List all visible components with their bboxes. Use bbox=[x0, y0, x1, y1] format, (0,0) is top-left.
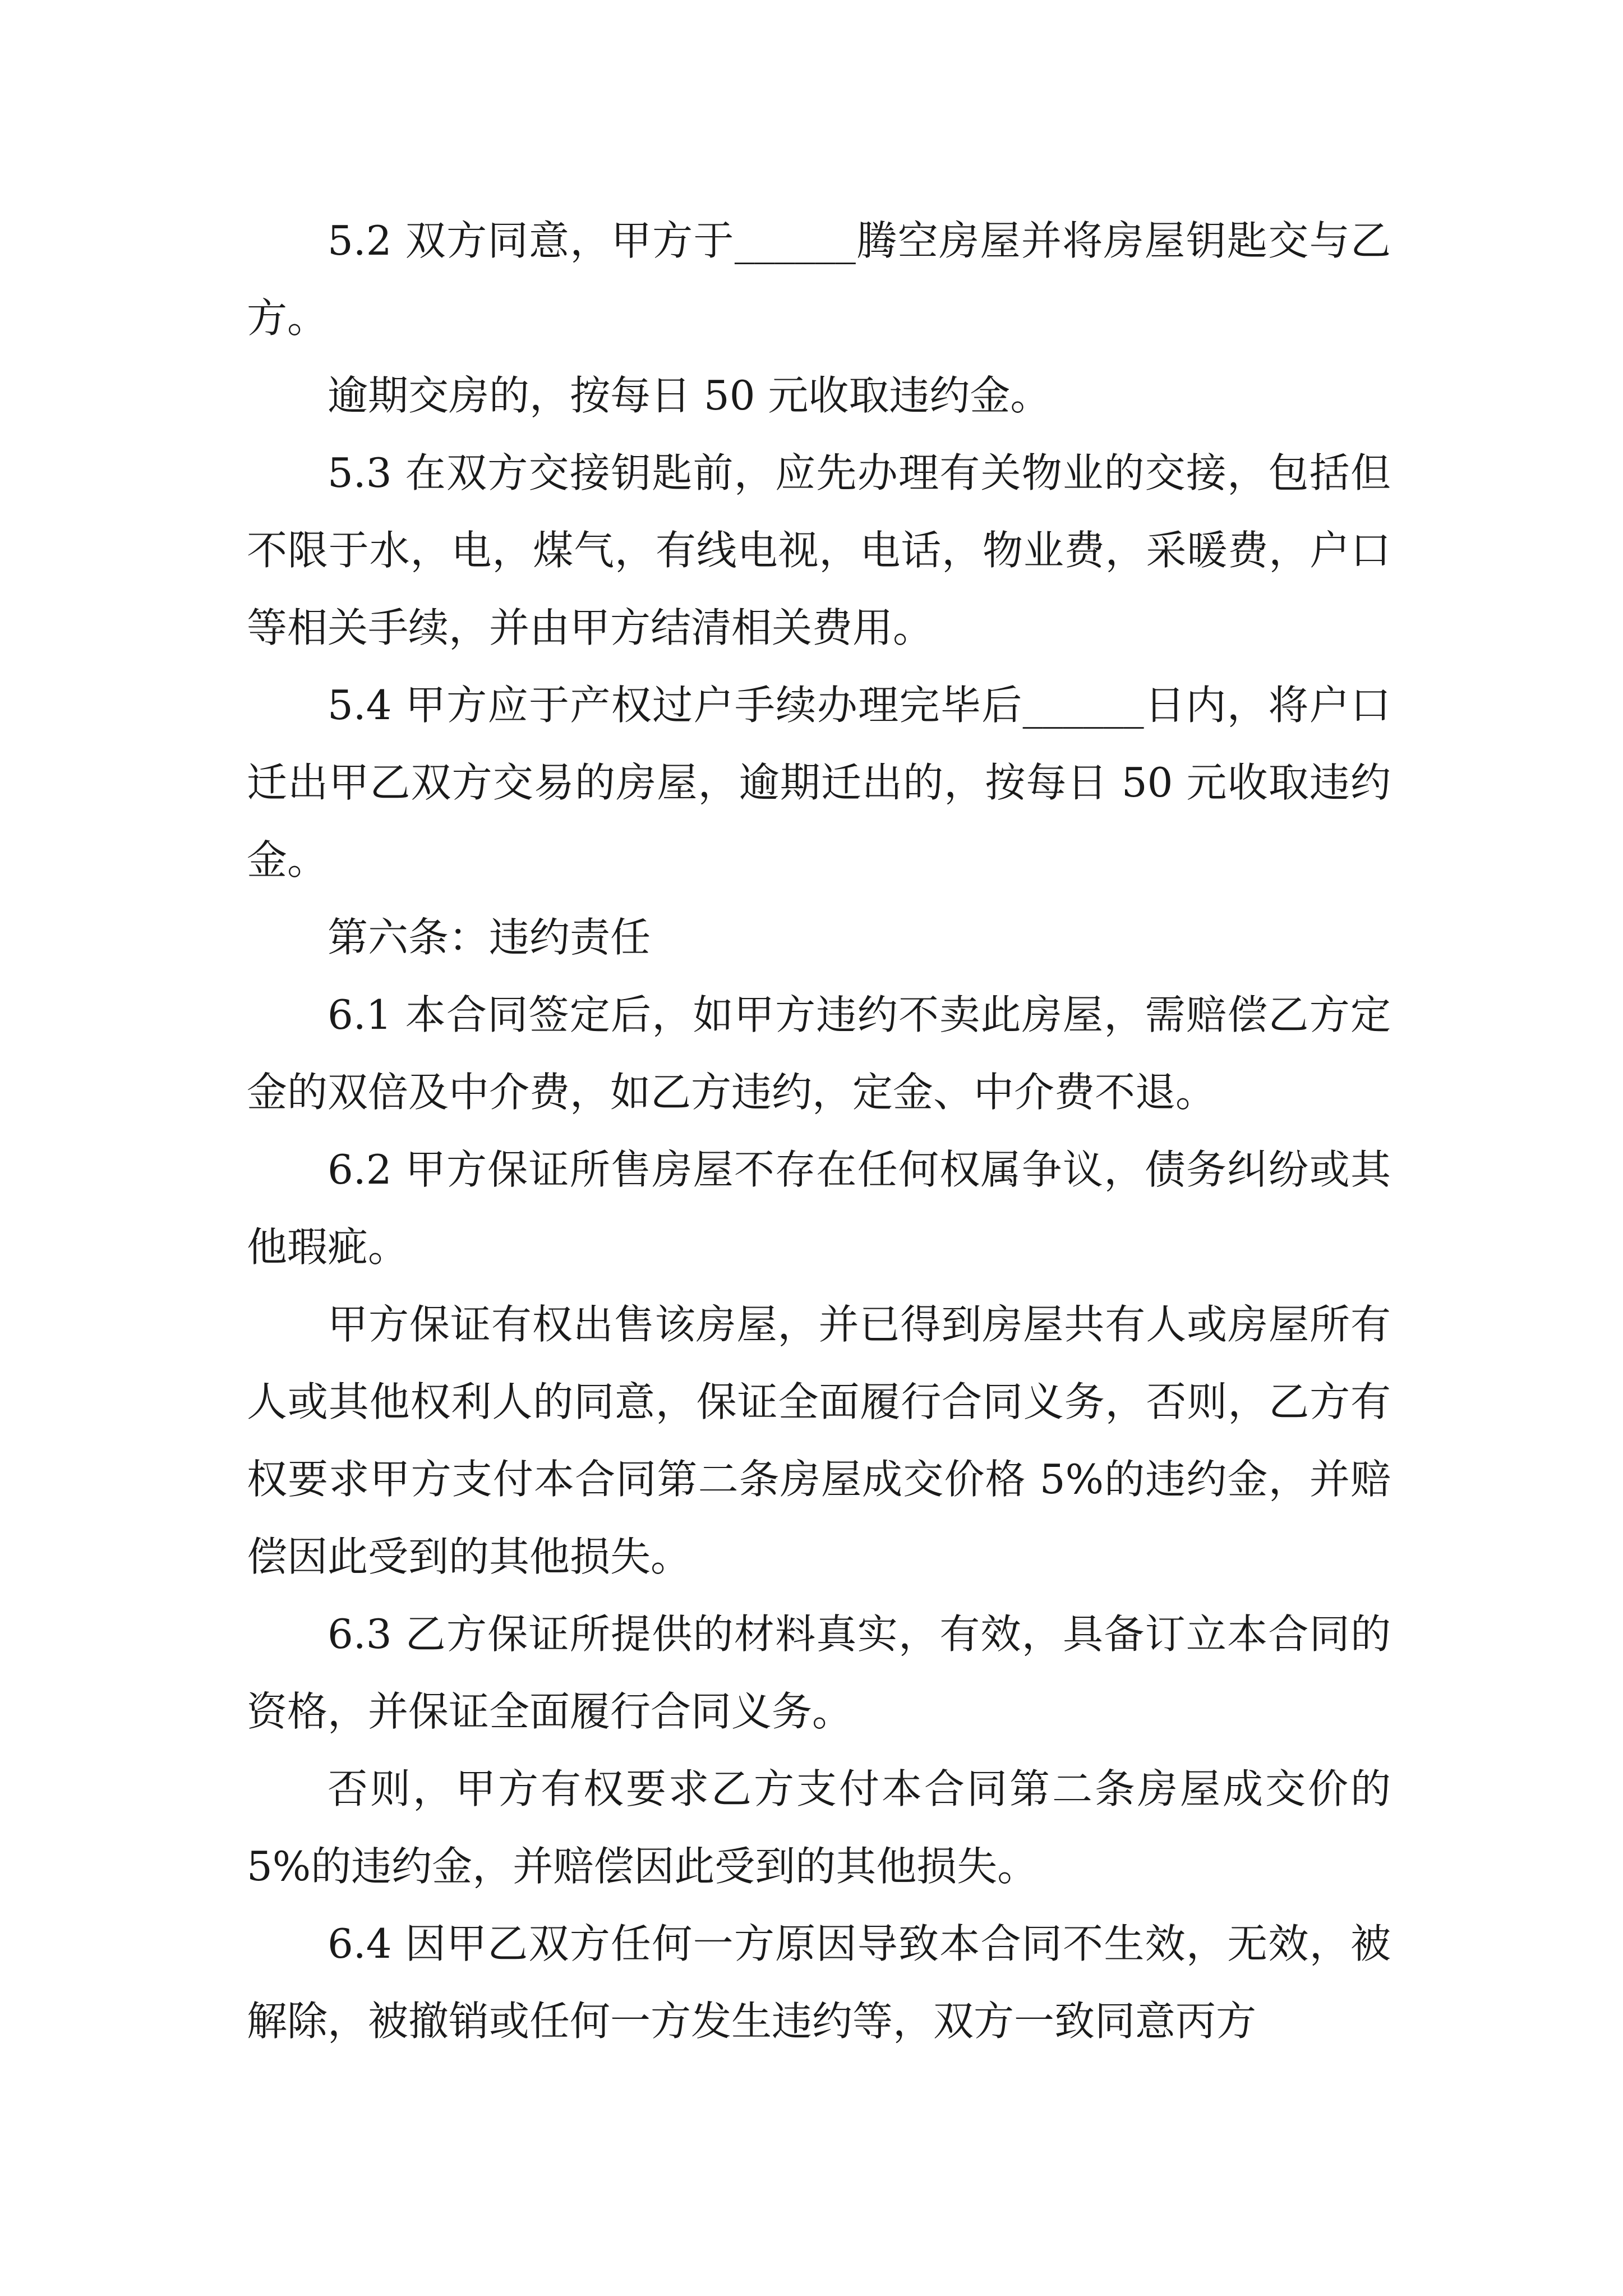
clause-6-1: 6.1 本合同签定后，如甲方违约不卖此房屋，需赔偿乙方定金的双倍及中介费，如乙方违约，定金、中介费不退。 bbox=[247, 991, 1391, 1116]
clause-6-4: 6.4 因甲乙双方任何一方原因导致本合同不生效，无效，被解除，被撤销或任何一方发生违约等，双方一致同意丙方 bbox=[247, 1920, 1391, 2045]
document-body bbox=[247, 202, 1391, 2060]
article-6-heading: 第六条：违约责任 bbox=[328, 914, 651, 961]
clause-6-2-guarantee: 甲方保证有权出售该房屋，并已得到房屋共有人或房屋所有人或其他权利人的同意，保证全面履行合同义务，否则，乙方有权要求甲方支付本合同第二条房屋成交价格 5%的违约金，并赔偿因此受到的其他损失。 bbox=[247, 1301, 1391, 1580]
clause-5-3: 5.3 在双方交接钥匙前，应先办理有关物业的交接，包括但不限于水，电，煤气，有线电视，电话，物业费，采暖费，户口等相关手续，并由甲方结清相关费用。 bbox=[247, 449, 1391, 651]
clause-5-2: 5.2 双方同意，甲方于______腾空房屋并将房屋钥匙交与乙方。 bbox=[247, 217, 1391, 342]
clause-6-3-otherwise: 否则，甲方有权要求乙方支付本合同第二条房屋成交价的 5%的违约金，并赔偿因此受到的其他损失。 bbox=[247, 1765, 1391, 1890]
clause-5-2-penalty: 逾期交房的，按每日 50 元收取违约金。 bbox=[328, 372, 1051, 419]
clause-6-2: 6.2 甲方保证所售房屋不存在任何权属争议，债务纠纷或其他瑕疵。 bbox=[247, 1146, 1391, 1271]
clause-5-4: 5.4 甲方应于产权过户手续办理完毕后______日内，将户口迁出甲乙双方交易的房屋，逾期迁出的，按每日 50 元收取违约金。 bbox=[247, 682, 1391, 884]
clause-6-3: 6.3 乙方保证所提供的材料真实，有效，具备订立本合同的资格，并保证全面履行合同义务。 bbox=[247, 1611, 1391, 1735]
